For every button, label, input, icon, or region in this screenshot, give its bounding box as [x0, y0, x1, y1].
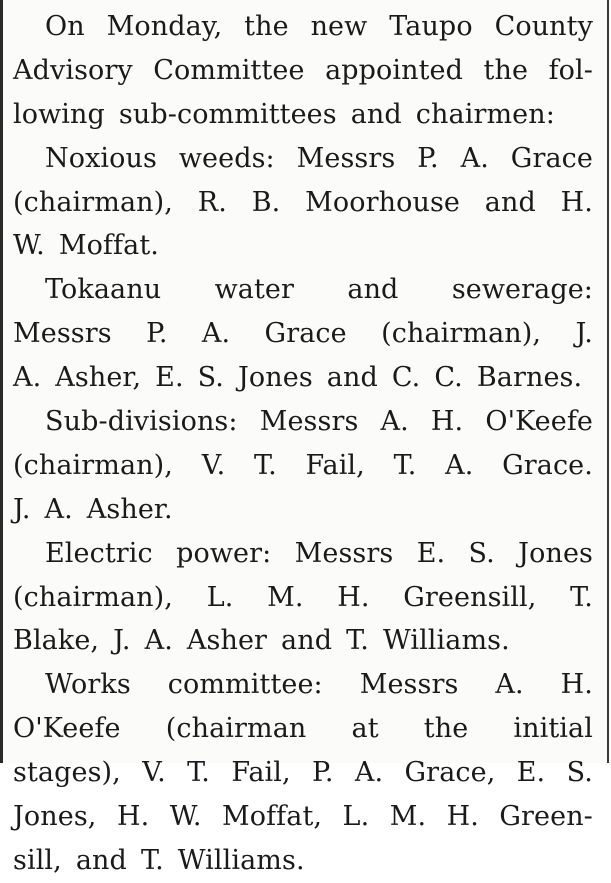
article-word: P.	[417, 142, 439, 174]
article-word: S.	[566, 757, 593, 789]
article-paragraph	[13, 663, 593, 882]
article-word: Tokaanu	[45, 274, 162, 306]
article-word: Messrs	[13, 318, 112, 350]
article-word: water	[214, 274, 295, 306]
article-word: T.	[187, 757, 210, 789]
article-word: C.	[434, 362, 463, 394]
article-line	[13, 619, 593, 663]
article-word: T.	[570, 581, 593, 613]
article-column	[13, 5, 593, 883]
article-word: R.	[197, 186, 227, 218]
article-word: Williams.	[382, 625, 510, 657]
article-word: J.	[13, 493, 31, 525]
article-word: A.	[380, 406, 409, 438]
article-word: (chairman),	[381, 318, 542, 350]
article-word: initial	[513, 713, 593, 745]
article-line	[13, 488, 593, 532]
article-line	[13, 400, 593, 444]
article-word: A.	[460, 142, 489, 174]
article-word: O'Keefe	[485, 406, 593, 438]
article-line	[13, 268, 593, 312]
article-word: T.	[346, 625, 369, 657]
article-word: Grace	[510, 142, 593, 174]
article-word: Asher	[186, 625, 268, 657]
article-word: and	[281, 625, 333, 657]
column-rule-right	[607, 0, 609, 763]
article-word: S.	[197, 362, 224, 394]
article-word: W.	[169, 801, 202, 833]
article-word: County	[494, 11, 593, 42]
article-word: Committee	[153, 54, 305, 86]
article-word: Messrs	[294, 537, 394, 569]
article-word: Fail,	[305, 449, 365, 481]
article-paragraph	[13, 137, 593, 269]
article-word: (chairman),	[13, 581, 173, 613]
article-word: T.	[140, 844, 164, 876]
article-word: Barnes.	[476, 362, 583, 394]
article-word: Works	[45, 669, 131, 701]
article-word: Asher.	[86, 493, 173, 525]
article-word: H.	[116, 801, 150, 833]
article-word: E.	[416, 537, 446, 569]
article-word: H.	[446, 801, 479, 833]
article-word: Grace,	[404, 757, 496, 789]
article-word: and	[75, 844, 127, 876]
article-word: Jones	[518, 537, 593, 569]
article-word: T.	[253, 449, 277, 481]
article-word: H.	[560, 669, 593, 701]
article-word: Noxious	[45, 142, 157, 174]
article-line	[13, 181, 593, 225]
article-word: Moffat.	[58, 230, 159, 262]
article-line	[13, 707, 593, 751]
article-word: sill,	[13, 844, 62, 876]
article-word: the	[423, 713, 469, 745]
article-word: chairmen:	[415, 98, 555, 130]
article-word: T.	[393, 449, 417, 481]
article-line	[13, 49, 593, 93]
article-word: Green-	[499, 801, 593, 833]
article-word: Blake,	[13, 625, 100, 657]
article-word: Electric	[45, 537, 153, 569]
article-word: committee:	[167, 669, 323, 701]
article-word: W.	[13, 230, 45, 262]
article-word: E.	[155, 362, 184, 394]
article-line	[13, 137, 593, 181]
article-word: E.	[516, 757, 546, 789]
article-word: and	[484, 186, 536, 218]
article-line	[13, 224, 593, 268]
article-word: B.	[251, 186, 281, 218]
article-line	[13, 839, 593, 883]
article-word: weeds:	[178, 142, 275, 174]
article-word: (chairman	[165, 713, 307, 745]
article-word: L.	[342, 801, 370, 833]
article-word: Greensill,	[403, 581, 537, 613]
article-word: Asher,	[55, 362, 142, 394]
article-line	[13, 444, 593, 488]
article-line	[13, 356, 593, 400]
article-word: Jones,	[13, 801, 97, 833]
article-word: fol-	[548, 54, 593, 86]
article-word: M.	[389, 801, 427, 833]
article-line	[13, 532, 593, 576]
article-word: and	[326, 362, 378, 394]
article-line	[13, 751, 593, 795]
article-paragraph	[13, 400, 593, 532]
article-line	[13, 5, 593, 49]
article-word: V.	[201, 449, 226, 481]
article-word: P.	[146, 318, 168, 350]
article-line	[13, 663, 593, 707]
article-word: Grace	[264, 318, 347, 350]
article-word: O'Keefe	[13, 713, 121, 745]
article-word: Grace.	[502, 449, 593, 481]
article-word: and	[347, 274, 399, 306]
article-word: Messrs	[259, 406, 359, 438]
article-paragraph	[13, 268, 593, 400]
article-word: sewerage:	[451, 274, 593, 306]
article-word: P.	[312, 757, 334, 789]
article-paragraph	[13, 5, 593, 137]
column-rule-left	[0, 0, 3, 763]
article-word: A.	[44, 493, 73, 525]
article-word: C.	[391, 362, 421, 394]
article-word: S.	[468, 537, 495, 569]
article-word: Messrs	[296, 142, 396, 174]
article-word: V.	[142, 757, 166, 789]
article-line	[13, 576, 593, 620]
article-line	[13, 312, 593, 356]
article-word: (chairman),	[13, 449, 173, 481]
article-word: power:	[176, 537, 272, 569]
article-word: appointed	[325, 54, 464, 86]
article-line	[13, 795, 593, 839]
article-word: the	[483, 54, 529, 86]
article-word: Moorhouse	[305, 186, 460, 218]
article-word: On	[45, 11, 85, 42]
article-word: stages),	[13, 757, 121, 789]
article-word: M.	[267, 581, 304, 613]
article-word: J.	[575, 318, 593, 350]
article-word: Jones	[237, 362, 313, 394]
article-word: A.	[354, 757, 384, 789]
article-word: new	[310, 11, 368, 42]
article-word: H.	[430, 406, 464, 438]
article-word: the	[244, 11, 289, 42]
article-word: A.	[144, 625, 173, 657]
article-word: Taupo	[389, 11, 473, 42]
article-word: lowing	[13, 98, 105, 130]
article-word: A.	[445, 449, 474, 481]
article-word: A.	[201, 318, 231, 350]
article-word: sub-committees	[118, 98, 337, 130]
article-word: and	[350, 98, 402, 130]
article-word: (chairman),	[13, 186, 173, 218]
article-line	[13, 93, 593, 137]
article-word: Monday,	[106, 11, 223, 42]
article-word: Moffat,	[221, 801, 323, 833]
article-word: Advisory	[13, 54, 133, 86]
article-word: Williams.	[177, 844, 305, 876]
article-word: at	[351, 713, 379, 745]
article-word: Sub-divisions:	[45, 406, 238, 438]
article-word: A.	[13, 362, 42, 394]
article-word: H.	[560, 186, 593, 218]
article-word: J.	[113, 625, 131, 657]
article-paragraph	[13, 532, 593, 664]
article-word: A.	[495, 669, 524, 701]
article-word: Fail,	[231, 757, 291, 789]
article-word: Messrs	[359, 669, 459, 701]
article-word: H.	[337, 581, 370, 613]
article-word: L.	[206, 581, 234, 613]
